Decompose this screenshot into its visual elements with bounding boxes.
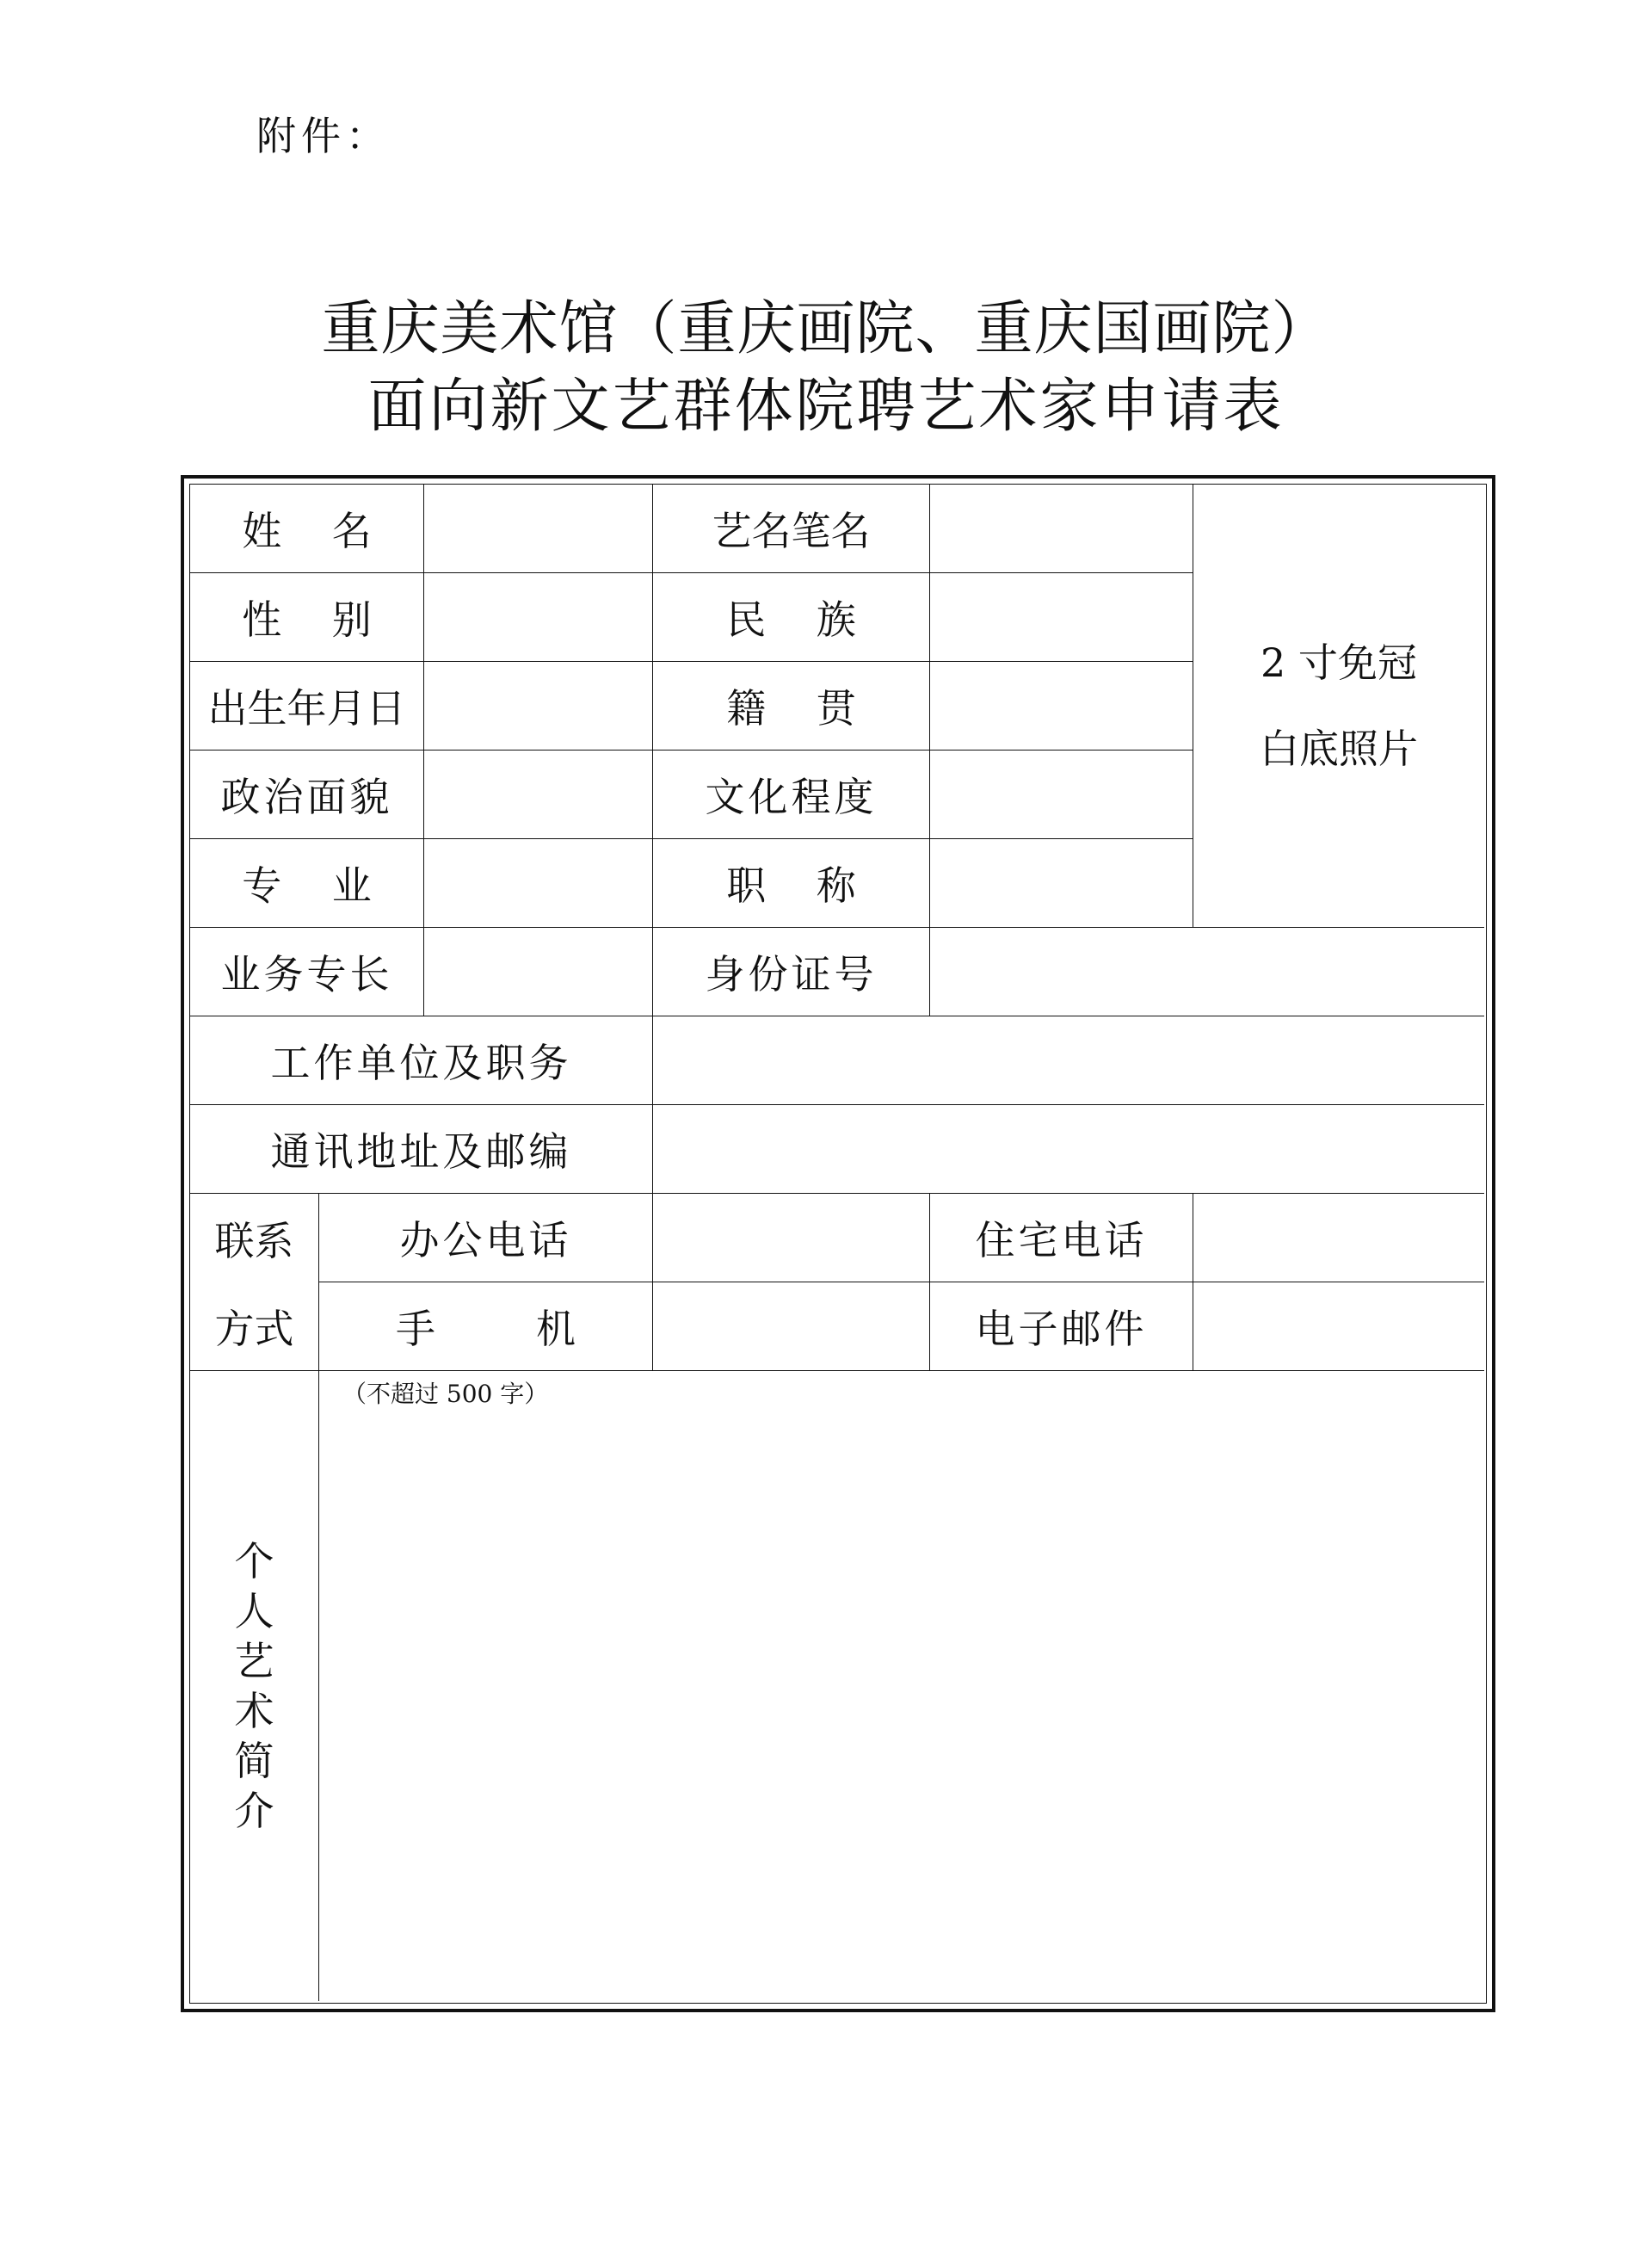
major-label: 专 业 xyxy=(190,839,424,928)
bio-char-6: 介 xyxy=(234,1788,274,1834)
gender-field[interactable] xyxy=(424,573,653,662)
home-phone-field[interactable] xyxy=(1193,1194,1484,1282)
title-field[interactable] xyxy=(930,839,1193,928)
bio-word-limit-note: （不超过 500 字） xyxy=(342,1380,549,1408)
bio-char-4: 术 xyxy=(234,1688,274,1734)
ethnicity-field[interactable] xyxy=(930,573,1193,662)
office-phone-label: 办公电话 xyxy=(319,1194,653,1282)
major-field[interactable] xyxy=(424,839,653,928)
mobile-label: 手 机 xyxy=(319,1282,653,1371)
form-grid xyxy=(189,484,1487,2004)
address-field[interactable] xyxy=(653,1105,1484,1194)
birth-date-field[interactable] xyxy=(424,662,653,751)
contact-label-2: 方式 xyxy=(190,1282,319,1371)
photo-instruction-2: 白底照片 xyxy=(1260,726,1418,772)
art-name-field[interactable] xyxy=(930,485,1193,573)
birth-date-label: 出生年月日 xyxy=(190,662,424,751)
ethnicity-label: 民 族 xyxy=(653,573,930,662)
id-number-field[interactable] xyxy=(930,928,1484,1016)
title-label: 职 称 xyxy=(653,839,930,928)
home-phone-label: 住宅电话 xyxy=(930,1194,1193,1282)
contact-label-1: 联系 xyxy=(190,1194,319,1282)
email-label: 电子邮件 xyxy=(930,1282,1193,1371)
specialty-label: 业务专长 xyxy=(190,928,424,1016)
education-label: 文化程度 xyxy=(653,751,930,839)
photo-instruction-1: 2 寸免冠 xyxy=(1261,639,1417,686)
application-form-table xyxy=(181,475,1495,2012)
photo-box[interactable] xyxy=(1193,485,1484,928)
address-label: 通讯地址及邮编 xyxy=(190,1105,653,1194)
email-field[interactable] xyxy=(1193,1282,1484,1371)
political-status-field[interactable] xyxy=(424,751,653,839)
mobile-field[interactable] xyxy=(653,1282,930,1371)
bio-field[interactable] xyxy=(319,1371,1484,2001)
work-unit-field[interactable] xyxy=(653,1016,1484,1105)
bio-char-2: 人 xyxy=(234,1588,274,1634)
specialty-field[interactable] xyxy=(424,928,653,1016)
name-field[interactable] xyxy=(424,485,653,573)
bio-char-1: 个 xyxy=(234,1538,274,1584)
id-number-label: 身份证号 xyxy=(653,928,930,1016)
education-field[interactable] xyxy=(930,751,1193,839)
bio-char-3: 艺 xyxy=(234,1638,274,1684)
art-name-label: 艺名笔名 xyxy=(653,485,930,573)
native-place-field[interactable] xyxy=(930,662,1193,751)
native-place-label: 籍 贯 xyxy=(653,662,930,751)
form-title-line-1: 重庆美术馆（重庆画院、重庆国画院） xyxy=(321,295,1331,363)
name-label: 姓 名 xyxy=(190,485,424,573)
form-title-line-2: 面向新文艺群体院聘艺术家申请表 xyxy=(367,373,1285,441)
gender-label: 性 别 xyxy=(190,573,424,662)
office-phone-field[interactable] xyxy=(653,1194,930,1282)
work-unit-label: 工作单位及职务 xyxy=(190,1016,653,1105)
political-status-label: 政治面貌 xyxy=(190,751,424,839)
attachment-label: 附件： xyxy=(256,113,391,159)
bio-char-5: 简 xyxy=(234,1738,274,1784)
bio-label xyxy=(190,1371,319,2001)
